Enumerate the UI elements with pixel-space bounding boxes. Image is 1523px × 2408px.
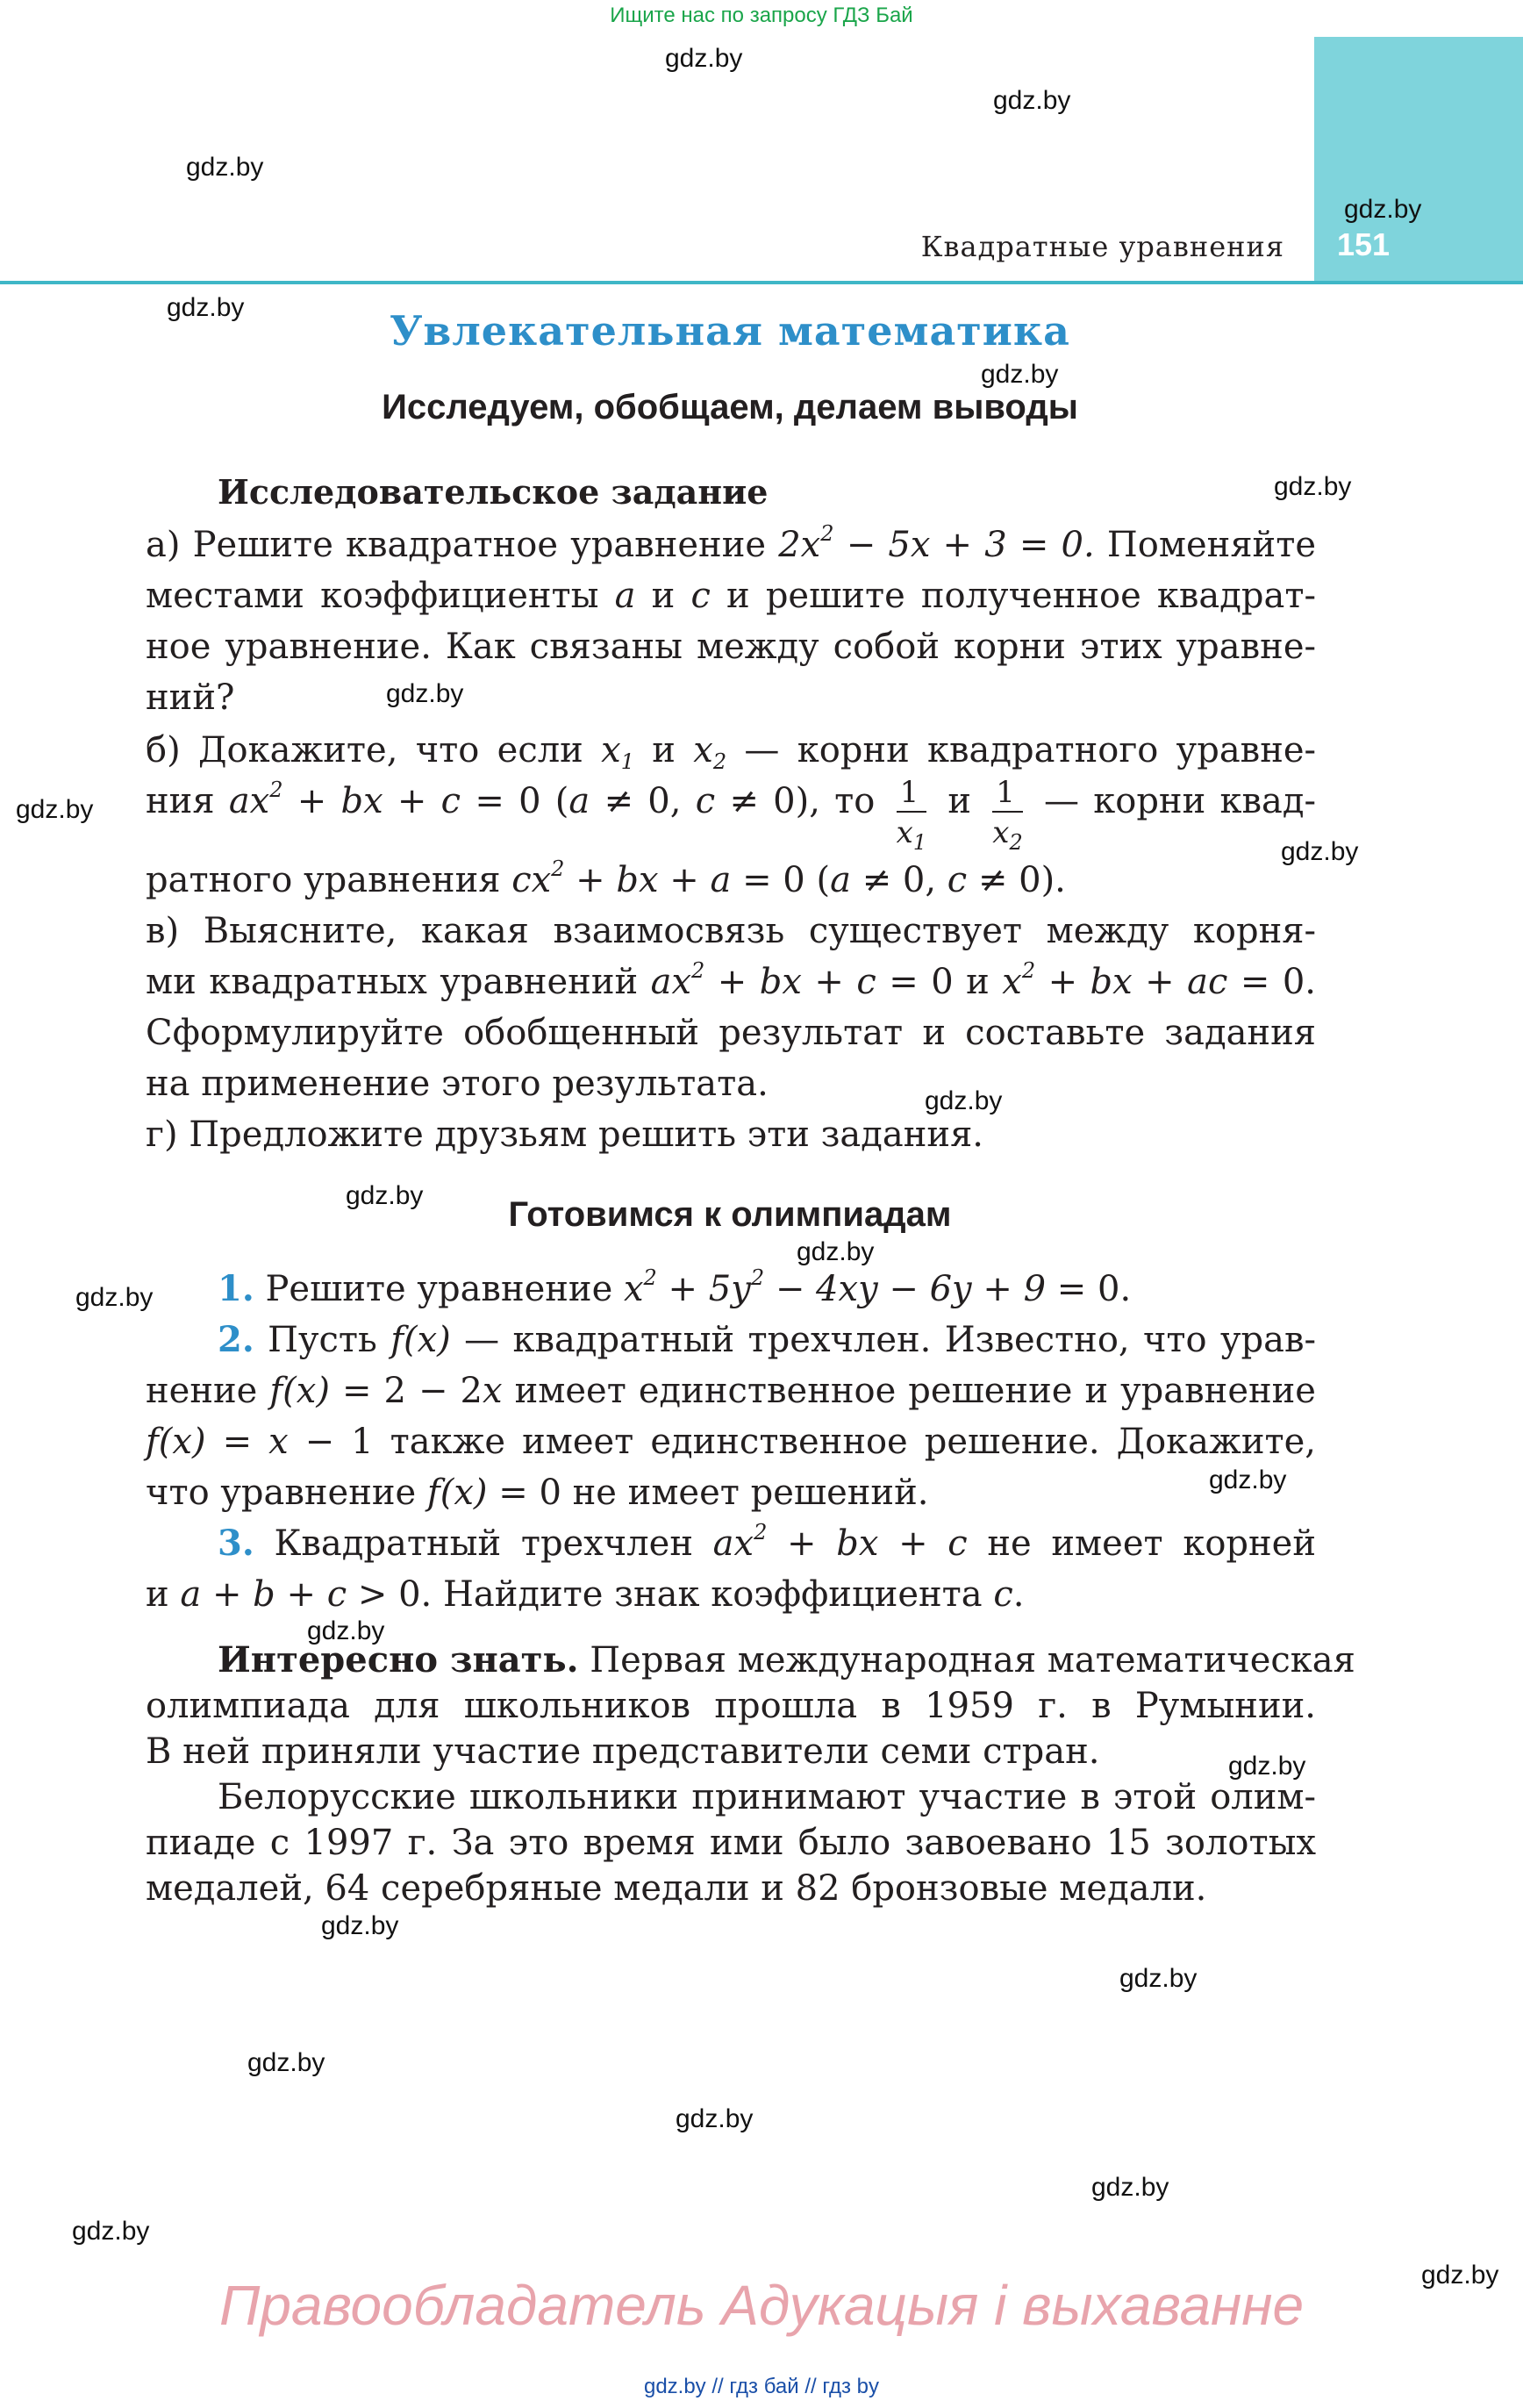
watermark: gdz.by bbox=[346, 1181, 424, 1210]
top-search-note: Ищите нас по запросу ГДЗ Бай bbox=[610, 4, 913, 27]
header-rule bbox=[0, 281, 1523, 284]
watermark: gdz.by bbox=[307, 1616, 385, 1645]
watermark: gdz.by bbox=[981, 360, 1059, 389]
watermark: gdz.by bbox=[167, 293, 245, 322]
research-task: а) Решите квадратное уравнение $2x^2 - 5x + 3 = 0$. Поменяйте местами коэффициенты a и c и решите полученное квадрат- ное уравнение. Как связаны между собой корни этих уравне- ний? б) Докажите, что если $x_1$ и $x_2$ — корни квадратного уравне- ния $ax^2$ + bx + c = 0 (a ≠ 0, c ≠ 0), то $\frac{1}{x_1}$ и $\frac{1}{x_2}$ — корни квад- ратного уравнения $cx^2$ + bx + a = 0 (a ≠ 0, c ≠ 0). в) Выясните, какая взаимосвязь существует между корня- ми квадратных уравнений $ax^2$ + bx + c = 0 и $x^2$ + bx + ac = 0. Сформулируйте обобщенный результат и составьте задания на применение этого результата. г) Предложите друзьям решить эти задания. bbox=[146, 521, 1317, 1155]
watermark: gdz.by bbox=[72, 2217, 150, 2246]
research-heading: Исследовательское задание bbox=[218, 472, 769, 512]
watermark: gdz.by bbox=[1281, 837, 1359, 866]
watermark: gdz.by bbox=[1091, 2173, 1169, 2202]
watermark: gdz.by bbox=[75, 1283, 154, 1312]
watermark: gdz.by bbox=[676, 2104, 754, 2133]
watermark: gdz.by bbox=[16, 795, 94, 824]
watermark: gdz.by bbox=[186, 153, 264, 182]
watermark: gdz.by bbox=[1274, 472, 1352, 501]
footer-links[interactable]: gdz.by // гдз бай // гдз by bbox=[643, 2375, 880, 2398]
olympiad-heading: Готовимся к олимпиадам bbox=[508, 1195, 952, 1234]
olympiad-problems: 1. Решите уравнение $x^2 + 5y^2 - 4xy - 6y + 9 = 0$. 2. Пусть f(x) — квадратный трехчлен. Известно, что урав- нение f(x) = 2 − 2x имеет единственное решение и уравнение f(x) = x − 1 также имеет единственное решение. Докажите, что уравнение f(x) = 0 не имеет решений. 3. Квадратный трехчлен $ax^2$ + bx + c не имеет корней и a + b + c > 0. Найдите знак коэффициента c. bbox=[146, 1265, 1316, 1615]
watermark: gdz.by bbox=[386, 679, 464, 708]
page-number: 151 bbox=[1337, 226, 1391, 262]
section-title: Увлекательная математика bbox=[390, 307, 1070, 355]
watermark: gdz.by bbox=[1421, 2261, 1499, 2290]
copyright-notice: Правообладатель Адукацыя і выхаванне bbox=[218, 2274, 1305, 2337]
watermark: gdz.by bbox=[1119, 1964, 1198, 1993]
section-subtitle: Исследуем, обобщаем, делаем выводы bbox=[382, 388, 1078, 426]
running-head: Квадратные уравнения bbox=[920, 230, 1284, 263]
watermark: gdz.by bbox=[665, 44, 743, 73]
watermark: gdz.by bbox=[1228, 1752, 1306, 1781]
watermark: gdz.by bbox=[797, 1237, 875, 1266]
watermark: gdz.by bbox=[1344, 195, 1422, 224]
watermark: gdz.by bbox=[993, 86, 1071, 115]
interesting-facts: Интересно знать. Первая международная математическая олимпиада для школьников прошла в 1959 г. в Румынии. В ней приняли участие представители семи стран. Белорусские школьники принимают участие в этой олим- пиаде с 1997 г. За это время ими было завоевано 15 золотых медалей, 64 серебряные медали и 82 бронзовые медали. bbox=[146, 1639, 1355, 1909]
watermark: gdz.by bbox=[247, 2048, 325, 2077]
watermark: gdz.by bbox=[1209, 1466, 1287, 1494]
watermark: gdz.by bbox=[925, 1086, 1003, 1115]
watermark: gdz.by bbox=[321, 1911, 399, 1940]
